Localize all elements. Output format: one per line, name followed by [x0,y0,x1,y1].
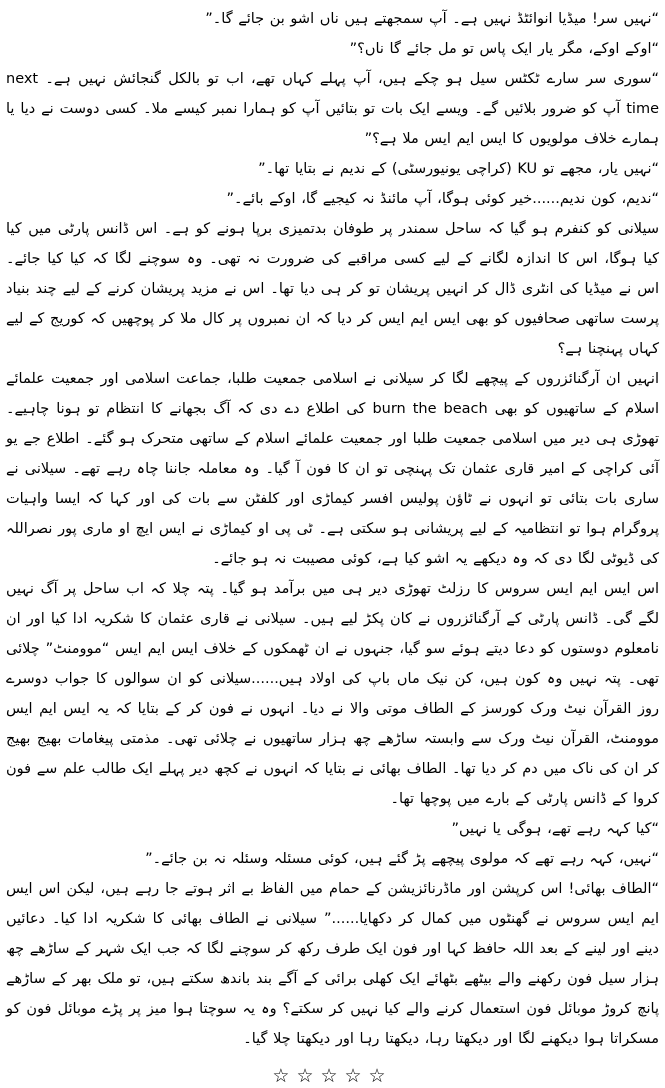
story-paragraph: سیلانی کو کنفرم ہو گیا کہ ساحل سمندر پر طوفان بدتمیزی برپا ہونے کو ہے۔ اس ڈانس پارٹی میں کیا کیا ہوگا، اس کا اندازہ لگانے کے لیے کسی مراقبے کی ضرورت نہ تھی۔ وہ سوچنے لگا کہ کیا کیا جائے۔ اس نے میڈیا کی انٹری ڈال کر انہیں پریشان تو کر ہی دیا تھا۔ اس نے مزید پریشان کرنے کے لیے چند بنیاد پرست ساتھی صحافیوں کو بھی ایس ایم ایس کر دیا کہ ان نمبروں پر کال ملا کر پوچھیں کہ کوریج کے لیے کہاں پہنچنا ہے؟ [6,221,659,357]
story-paragraph: “کیا کہہ رہے تھے، ہوگی یا نہیں” [451,821,659,837]
stars-divider: ☆☆☆☆☆ [272,1065,393,1087]
story-paragraph: “نہیں سر! میڈیا انوائٹڈ نہیں ہے۔ آپ سمجھتے ہیں ناں اشو بن جائے گا۔” [205,11,659,27]
story-paragraph: “نہیں، کہہ رہے تھے کہ مولوی پیچھے پڑ گئے ہیں، کوئی مسئلہ وسئلہ نہ بن جائے۔” [145,851,659,867]
story-paragraph: انہیں ان آرگنائزروں کے پیچھے لگا کر سیلانی نے اسلامی جمعیت طلبا، جماعت اسلامی اور جمعیت علمائے اسلام کے ساتھیوں کو بھی burn the beach کی اطلاع دے دی کہ آگ بجھانے کا انتظام تو ہونا چاہیے۔ تھوڑی ہی دیر میں اسلامی جمعیت طلبا اور جمعیت علمائے اسلام کے ساتھی متحرک ہو گئے۔ اطلاع جے یو آئی کراچی کے امیر قاری عثمان تک پہنچی تو ان کا فون آ گیا۔ وہ معاملہ جاننا چاہ رہے تھے۔ سیلانی نے ساری بات بتائی تو انہوں نے ٹاؤن پولیس افسر کیماڑی اور کلفٹن سے بات کی اور کہا کہ ایسا واہیات پروگرام ہوا تو انتظامیہ کے لیے پریشانی ہو سکتی ہے۔ ٹی پی او کیماڑی نے ایس ایچ او ماری پور نصراللہ کی ڈیوٹی لگا دی کہ وہ دیکھے یہ اشو کیا ہے، کوئی مصیبت نہ ہو جائے۔ [6,371,659,567]
story-paragraph: “نہیں یار، مجھے تو KU (کراچی یونیورسٹی) کے ندیم نے بتایا تھا۔” [258,161,659,177]
story-paragraph: “سوری سر سارے ٹکٹس سیل ہو چکے ہیں، آپ پہلے کہاں تھے، اب تو بالکل گنجائش نہیں ہے۔ next time آپ کو ضرور بلائیں گے۔ ویسے ایک بات تو بتائیں آپ کو ہمارا نمبر کیسے ملا۔ کسی دوست نے دیا یا ہمارے خلاف مولویوں کا ایس ایم ایس ملا ہے؟” [6,71,659,147]
story-paragraph: اس ایس ایم ایس سروس کا رزلٹ تھوڑی دیر ہی میں برآمد ہو گیا۔ پتہ چلا کہ اب ساحل پر آگ نہیں لگے گی۔ ڈانس پارٹی کے آرگنائزروں نے کان پکڑ لیے ہیں۔ سیلانی نے قاری عثمان کا شکریہ ادا کیا اور ان نامعلوم دوستوں کو دعا دیتے ہوئے سو گیا، جنہوں نے ان ٹھمکوں کے خلاف ایس ایم ایس “موومنٹ” چلائی تھی۔ پتہ نہیں وہ کون ہیں، کن نیک ماں باپ کی اولاد ہیں......سیلانی کو ان سوالوں کا جواب دوسرے روز القرآن نیٹ ورک کورسز کے الطاف موتی والا نے دیا۔ انہوں نے فون کر کے بتایا کہ یہ ایس ایم ایس موومنٹ، القرآن نیٹ ورک سے وابستہ ساڑھے چھ ہزار ساتھیوں نے چلائی تھی۔ مذمتی پیغامات بھیج بھیج کر ان کی ناک میں دم کر دیا تھا۔ الطاف بھائی نے بتایا کہ انہوں نے کچھ دیر پہلے ایک طالب علم سے فون کروا کے ڈانس پارٹی کے بارے میں پوچھا تھا۔ [6,581,659,807]
story-text [6,4,659,1054]
story-paragraph: “اوکے اوکے، مگر یار ایک پاس تو مل جائے گا ناں؟” [349,41,659,57]
story-paragraph: “ندیم، کون ندیم......خیر کوئی ہوگا، آپ مائنڈ نہ کیجیے گا، اوکے بائے۔” [226,191,659,207]
story-paragraph: “الطاف بھائی! اس کرپشن اور ماڈرنائزیشن کے حمام میں الفاظ بے اثر ہوتے جا رہے ہیں، لیکن اس ایس ایم ایس سروس نے گھنٹوں میں کمال کر دکھایا......” سیلانی نے الطاف بھائی کا شکریہ ادا کیا۔ دعائیں دینے اور لینے کے بعد اللہ حافظ کہا اور فون ایک طرف رکھ کر سوچنے لگا کہ جب ایک شہر کے ساڑھے چھ ہزار سیل فون رکھنے والے بیٹھے بٹھائے ایک کھلی برائی کے آگے بند باندھ سکتے ہیں، تو ملک بھر کے ساڑھے پانچ کروڑ موبائل فون استعمال کرنے والے کیا نہیں کر سکتے؟ وہ یہ سوچتا ہوا میز پر پڑے موبائل فون کو مسکراتا ہوا دیکھنے لگا اور دیکھتا رہا، دیکھتا رہا اور دیکھتا چلا گیا۔ [6,881,659,1047]
